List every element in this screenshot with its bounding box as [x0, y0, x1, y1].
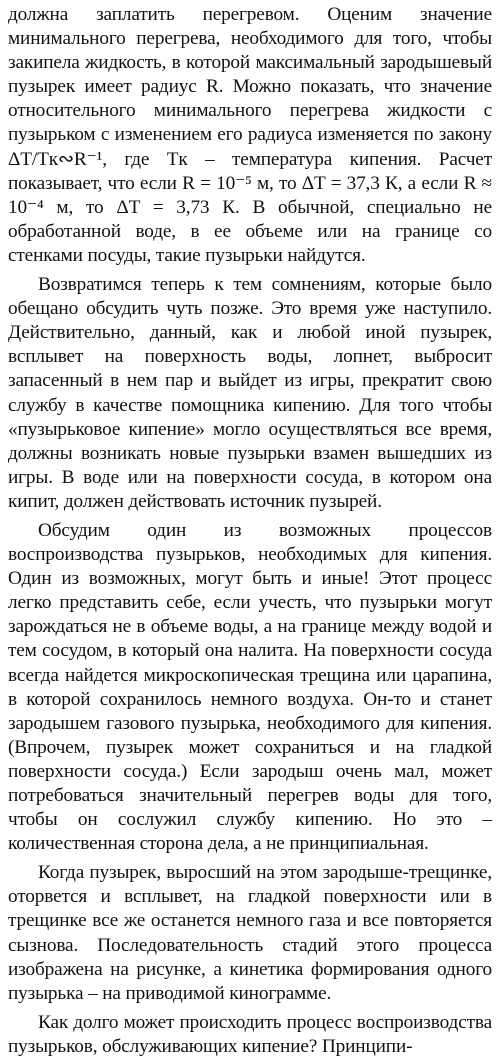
paragraph-process-duration: Как долго может происходить процесс воспроизводства пузырьков, обслуживающих кипение? Принципи- — [8, 1011, 492, 1057]
paragraph-bubble-detachment: Когда пузырек, выросший на этом зародыше-трещинке, оторвется и всплывет, на гладкой поверхности или в трещинке все же останется немного газа и все повторяется сызнова. Последовательность стадий этого процесса изображена на рисунке, а кинетика формирования одного пузырька – на приводимой кинограмме. — [8, 862, 492, 1004]
paragraph-doubts-bubbles: Возвратимся теперь к тем сомнениям, которые было обещано обсудить чуть позже. Это время уже наступило. Действительно, данный, как и любой иной пузырек, всплывет на поверхность воды, лопнет, выбросит запасенный в нем пар и выйдет из игры, прекратит свою службу в качестве помощника кипению. Для того чтобы «пузырьковое кипение» могло осуществляться все время, должны возникать новые пузырьки взамен вышедших из игры. В воде или на поверхности сосуда, в котором она кипит, должен действовать источник пузырей. — [8, 274, 492, 512]
paragraph-superheat-estimate: должна заплатить перегревом. Оценим значение минимального перегрева, необходимого для того, чтобы закипела жидкость, в которой максимальный зародышевый пузырек имеет радиус R. Можно показать, что значение относительного минимального перегрева жидкости с пузырьком с изменением его радиуса изменяется по закону ΔT/Tк∾R⁻¹, где Tк – температура кипения. Расчет показывает, что если R = 10⁻⁵ м, то ΔT = 37,3 К, а если R ≈ 10⁻⁴ м, то ΔT = 3,73 К. В обычной, специально не обработанной воде, в ее объеме или на границе со стенками посуды, такие пузырьки найдутся. — [8, 4, 492, 266]
paragraph-bubble-reproduction: Обсудим один из возможных процессов воспроизводства пузырьков, необходимых для кипения. Один из возможных, могут быть и иные! Этот процесс легко представить себе, если учесть, что пузырьки могут зарождаться не в объеме воды, а на границе между водой и тем сосудом, в который она налита. На поверхности сосуда всегда найдется микроскопическая трещина или царапина, в которой сохранилось немного воздуха. Он-то и станет зародышем газового пузырька, необходимого для кипения. (Впрочем, пузырек может сохраниться и на гладкой поверхности сосуда.) Если зародыш очень мал, может потребоваться значительный перегрев воды для того, чтобы он сослужил службу кипению. Но это – количественная сторона дела, а не принципиальная. — [8, 519, 492, 855]
